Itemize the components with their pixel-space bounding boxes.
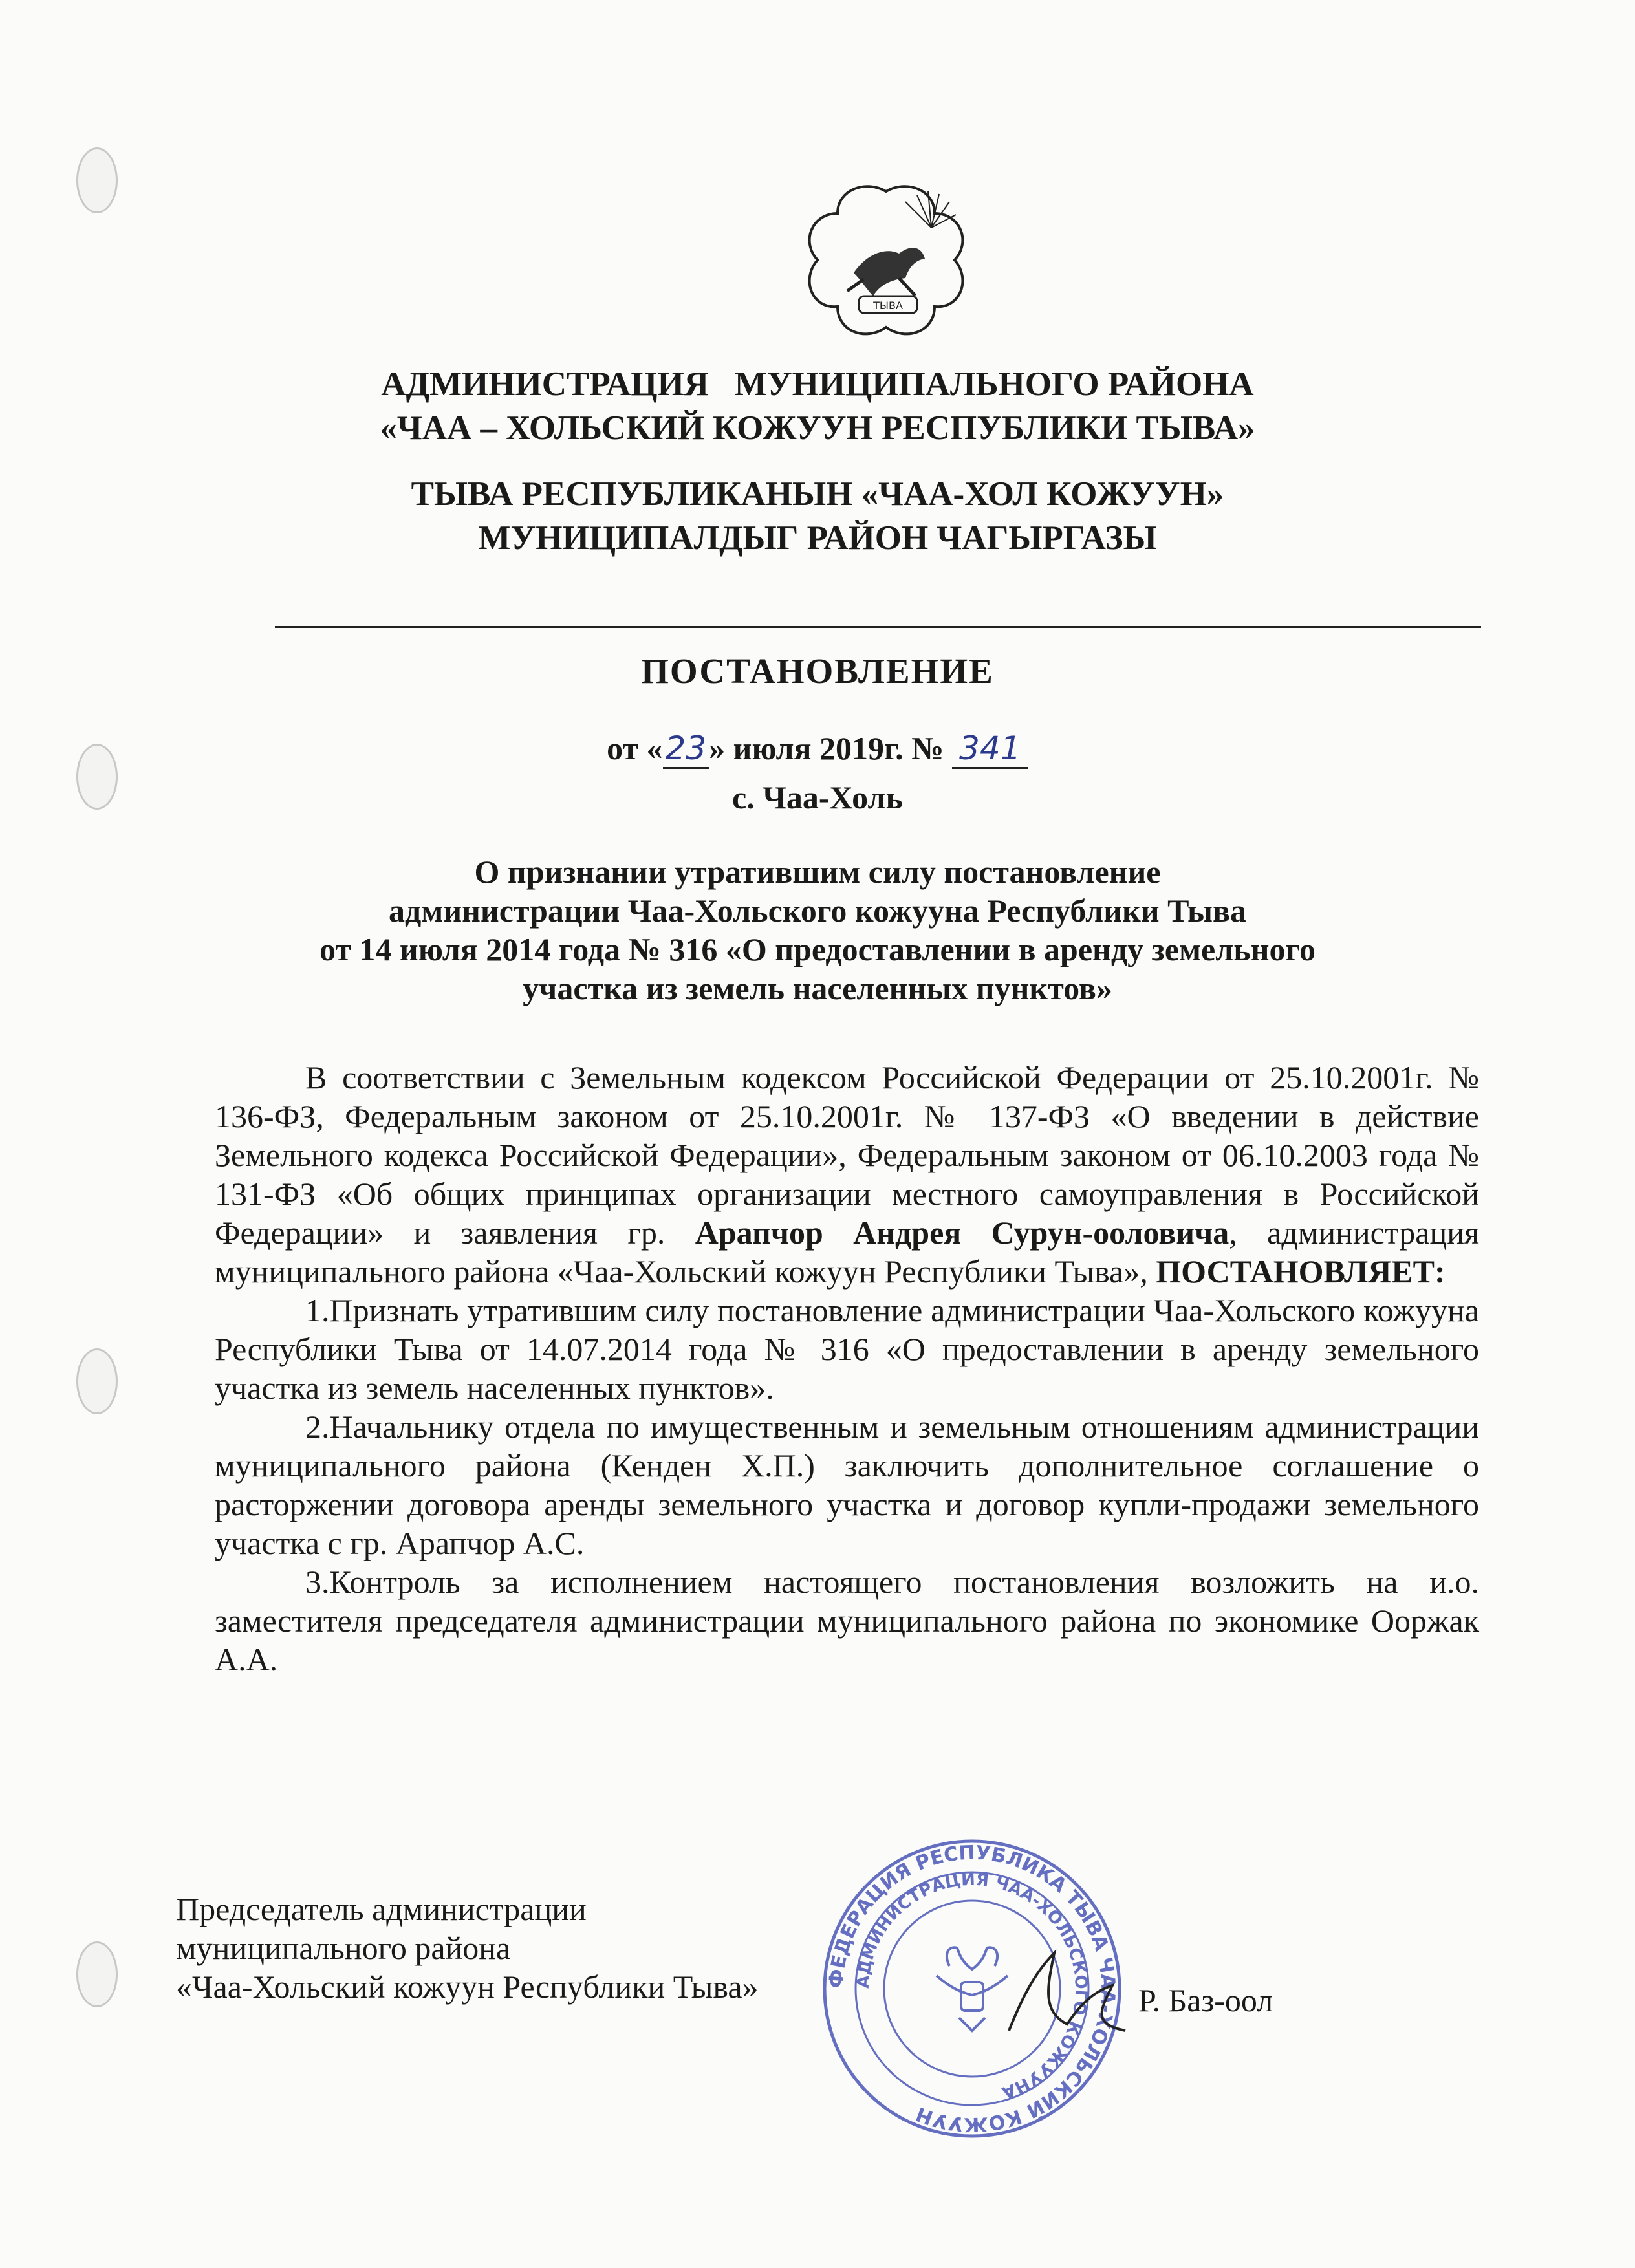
signer-title-1: Председатель администрации — [176, 1891, 587, 1927]
decree-day: 23 — [663, 729, 709, 769]
paragraph-item-1: 1.Признать утратившим силу постановление администрации Чаа-Хольского кожууна Республики Тыва от 14.07.2014 года № 316 «О предоставлении в аренду земельного участка из земель населенных пунктов». — [215, 1292, 1479, 1406]
header-line-3: ТЫВА РЕСПУБЛИКАНЫН «ЧАА-ХОЛ КОЖУУН» — [411, 475, 1224, 513]
punch-hole-4 — [76, 1941, 118, 2007]
applicant-name: Арапчор Андрея Сурун-ооловича — [695, 1215, 1229, 1251]
title-line-3: от 14 июля 2014 года № 316 «О предоставлении в аренду земельного — [319, 931, 1316, 967]
signer-title-2: муниципального района — [176, 1930, 511, 1966]
header-line-4: МУНИЦИПАЛДЫГ РАЙОН ЧАГЫРГАЗЫ — [478, 519, 1157, 557]
handwritten-signature — [996, 1934, 1138, 2050]
paragraph-item-2: 2.Начальнику отдела по имущественным и земельным отношениям администрации муниципального района (Кенден Х.П.) заключить дополнительное соглашение о расторжении договора аренды земельного участка и договор купли-продажи земельного участка с гр. Арапчор А.С. — [215, 1409, 1479, 1561]
date-middle: » июля 2019г. № — [709, 730, 944, 766]
preamble-text: В соответствии с Земельным кодексом Российской Федерации от 25.10.2001г. № 136-ФЗ, Федеральным законом от 25.10.2001г. № 137-ФЗ «О введении в действие Земельного кодекса Российской Федерации», Федеральным законом от 06.10.2003 года № 131-ФЗ «Об общих принципах организации местного самоуправления в Российской Федерации» и заявления гр. — [215, 1059, 1479, 1251]
decree-village: с. Чаа-Холь — [732, 779, 903, 815]
emblem-label: ТЫВА — [873, 299, 903, 312]
header-org — [0, 362, 1635, 450]
stamp-outer-text: ФЕДЕРАЦИЯ РЕСПУБЛИКА ТЫВА ЧАА-ХОЛЬСКИЙ КОЖУУН — [825, 1841, 1120, 2136]
header-org-tuvan — [0, 472, 1635, 560]
header-line-1: АДМИНИСТРАЦИЯ МУНИЦИПАЛЬНОГО РАЙОНА — [381, 365, 1254, 403]
decree-title — [0, 852, 1635, 1008]
resolves-label: ПОСТАНОВЛЯЕТ: — [1156, 1253, 1446, 1290]
punch-hole-1 — [76, 147, 118, 213]
header-divider — [275, 626, 1481, 628]
title-line-1: О признании утратившим силу постановление — [474, 854, 1161, 890]
title-line-4: участка из земель населенных пунктов» — [523, 970, 1112, 1006]
date-prefix: от « — [607, 730, 663, 766]
paragraph-item-3: 3.Контроль за исполнением настоящего постановления возложить на и.о. заместителя председателя администрации муниципального района по экономике Ооржак А.А. — [215, 1564, 1479, 1678]
paragraph-preamble — [215, 1058, 1479, 1291]
decree-body — [215, 1058, 1479, 1679]
decree-number: 341 — [952, 729, 1028, 769]
decree-label: ПОСТАНОВЛЕНИЕ — [641, 651, 994, 691]
stamp-inner-text: АДМИНИСТРАЦИЯ ЧАА-ХОЛЬСКОГО КОЖУУНА — [853, 1870, 1091, 2102]
preamble-end: , администрация муниципального района «Чаа-Хольский кожуун Республики Тыва», — [215, 1215, 1480, 1290]
decree-date-line — [0, 729, 1635, 769]
signer-name: Р. Баз-оол — [1138, 1982, 1273, 2018]
header-line-2: «ЧАА – ХОЛЬСКИЙ КОЖУУН РЕСПУБЛИКИ ТЫВА» — [380, 409, 1255, 447]
signer-title-3: «Чаа-Хольский кожуун Республики Тыва» — [176, 1969, 759, 2005]
signature-block — [176, 1890, 759, 2006]
tuva-emblem-icon — [802, 182, 970, 338]
title-line-2: администрации Чаа-Хольского кожууна Республики Тыва — [388, 892, 1247, 929]
punch-hole-3 — [76, 1348, 118, 1414]
